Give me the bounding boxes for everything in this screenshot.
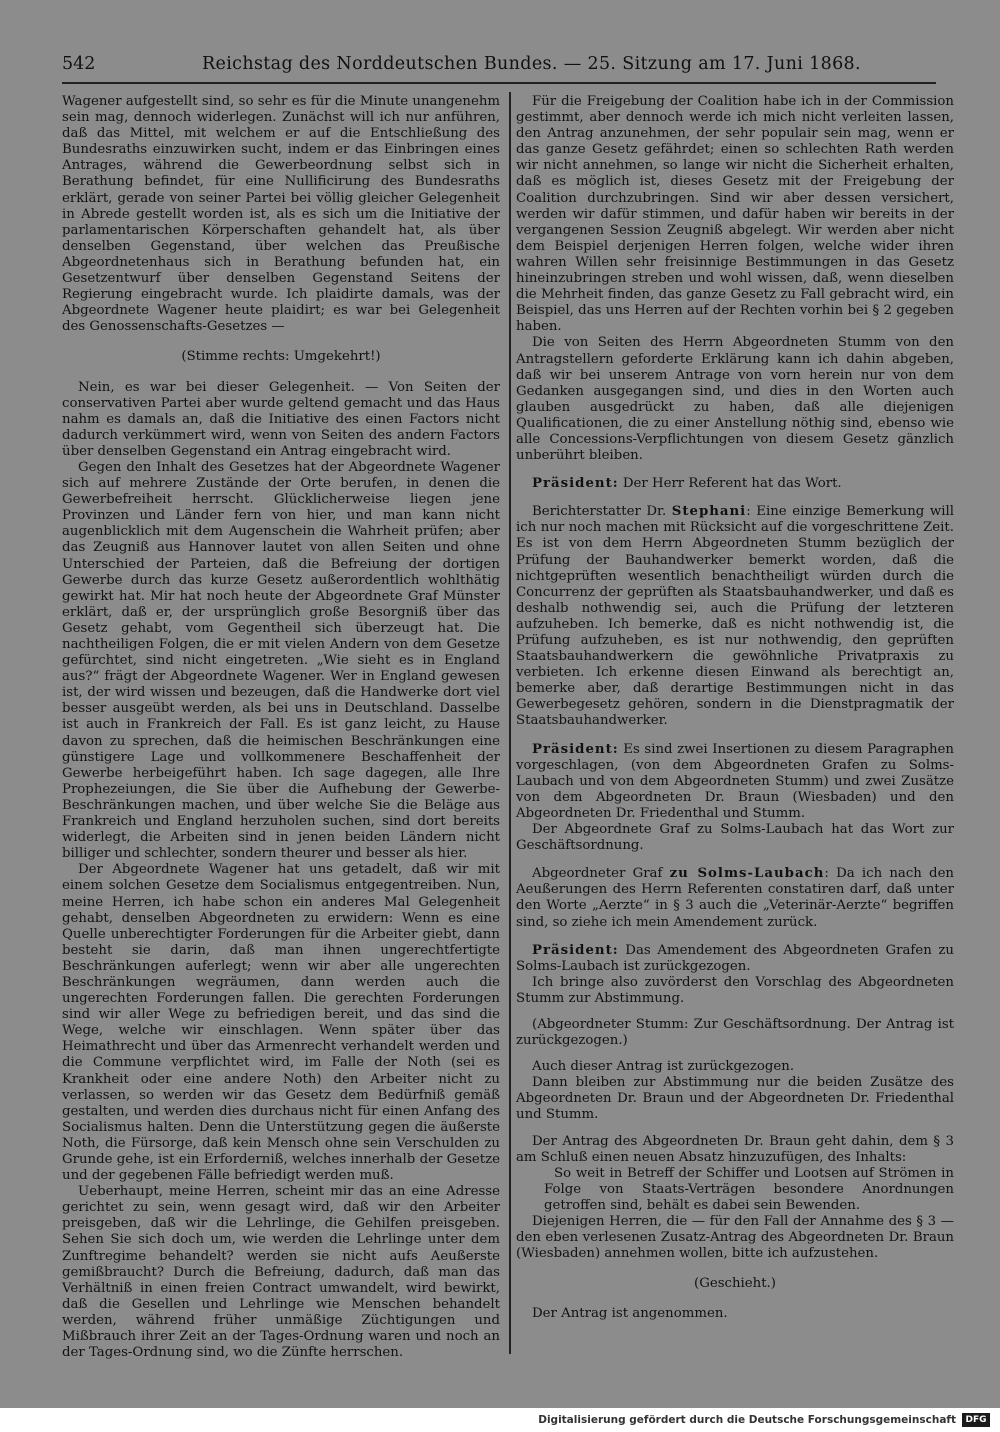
speech-rapporteur xyxy=(516,504,954,729)
left-column xyxy=(62,94,500,1361)
speech-text: Der Herr Referent hat das Wort. xyxy=(618,476,842,492)
speech-text: : Eine einzige Bemerkung will ich nur noch machen mit Rücksicht auf die vorgeschrittene Zeit. Es ist von dem Herrn Abgeordneten Stumm bezüglich der Prüfung der Bauhandwerker bemerkt worden, daß die nichtgeprüften wesentlich benachtheiligt würden durch die Concurrenz der geprüften als Staatsbauhandwerker, und daß es deshalb nothwendig sei, auch die Prüfung der letzteren aufzuheben. Ich bemerke, daß es nicht nothwendig ist, die Prüfung aufzuheben, es ist nur nothwendig, den geprüften Staatsbauhandwerkern die gewöhnliche Privatpraxis zu verbieten. Ich erkenne diesen Einwand als berechtigt an, bemerke aber, daß derartige Bestimmungen nicht in das Gewerbegesetz gehören, sondern in die Dienstpragmatik der Staatsbauhandwerker. xyxy=(516,504,954,729)
paragraph: Auch dieser Antrag ist zurückgezogen. xyxy=(532,1059,795,1075)
right-column xyxy=(516,94,954,1322)
speech-president xyxy=(516,943,954,975)
paragraph: Ich bringe also zuvörderst den Vorschlag des Abgeordneten Stumm zur Abstimmung. xyxy=(516,974,954,1006)
interjection: (Stimme rechts: Umgekehrt!) xyxy=(181,349,381,365)
paragraph: Der Antrag des Abgeordneten Dr. Braun geht dahin, dem § 3 am Schluß einen neuen Absatz hinzuzufügen, des Inhalts: xyxy=(516,1133,954,1165)
speaker-role: Abgeordneter Graf xyxy=(532,866,670,882)
paragraph: Ueberhaupt, meine Herren, scheint mir das an eine Adresse gerichtet zu sein, wenn gesagt wird, daß wir den Arbeiter preisgeben, daß wir die Lehrlinge, die Gehilfen preisgeben. Sehen Sie sich doch um, wie werden die Lehrlinge unter dem Zunftregime behandelt? werden sie nicht aufs Aeußerste gemißbraucht? Durch die Befreiung, dadurch, daß man das Verhältniß in einen freien Contract umwandelt, wird bewirkt, daß die Gesellen und Lehrlinge wie Menschen behandelt werden, während früher unmäßige Züchtigungen und Mißbrauch ihrer Zeit an der Tages-Ordnung waren und noch an der Tages-Ordnung sind, wo die Zünfte herrschen. xyxy=(62,1184,500,1361)
funding-credit: Digitalisierung gefördert durch die Deutsche Forschungsgemeinschaft xyxy=(538,1414,956,1426)
paragraph: Wagener aufgestellt sind, so sehr es für die Minute unangenehm sein mag, dennoch widerlegen. Zunächst will ich nur anführen, daß das Mittel, mit welchem er auf die Entschließung des Bundesraths einzuwirken sucht, indem er das Einbringen eines Antrages, während die Gewerbeordnung selbst sich in Berathung befindet, für eine Nullificirung des Bundesraths erklärt, gerade von seiner Partei bei völlig gleicher Gelegenheit in Abrede gestellt worden ist, als es sich um die Initiative der parlamentarischen Körperschaften gehandelt hat, als über denselben Gegenstand, über welchen das Preußische Abgeordnetenhaus sich in Berathung befunden hat, ein Gesetzentwurf über denselben Gegenstand Seitens der Regierung eingebracht wurde. Ich plaidirte damals, was der Abgeordnete Wagener heute plaidirt; es war bei Gelegenheit des Genossenschafts-Gesetzes — xyxy=(62,94,500,335)
interjection: (Geschieht.) xyxy=(694,1276,776,1292)
running-title: Reichstag des Norddeutschen Bundes. — 25. Sitzung am 17. Juni 1868. xyxy=(202,54,861,74)
speaker-name: Präsident: xyxy=(532,741,619,757)
header-rule xyxy=(62,82,936,84)
paragraph: Die von Seiten des Herrn Abgeordneten Stumm von den Antragstellern geforderte Erklärung kann ich dahin abgeben, daß wir bei unserem Antrage von vorn herein nur von dem Gedanken ausgegangen sind, und dies in den Worten auch glauben ausgedrückt zu haben, daß alle diejenigen Qualificationen, die zu einer Anstellung nöthig sind, ebenso wie alle Concessions-Verpflichtungen von diesem Gesetz gänzlich unberührt bleiben. xyxy=(516,335,954,464)
speech-text: Das Amendement des Abgeordneten Grafen zu Solms-Laubach ist zurückgezogen. xyxy=(516,942,954,974)
paragraph: Gegen den Inhalt des Gesetzes hat der Abgeordnete Wagener sich auf mehrere Zustände der Orte berufen, in denen die Gewerbefreiheit herrscht. Glücklicherweise liegen jene Provinzen und Länder fern von hier, und man kann nicht augenblicklich mit dem Augenschein die Wahrheit prüfen; aber das Zeugniß aus Hannover lautet von allen Seiten und ohne Unterschied der Parteien, daß die Befreiung der dortigen Gewerbe durch das kurze Gesetz außerordentlich wohlthätig gewirkt hat. Mir hat noch heute der Abgeordnete Graf Münster erklärt, daß er, der ursprünglich große Besorgniß über das Gesetz gehabt, vom Gegentheil sich überzeugt hat. Die nachtheiligen Folgen, die er mit vielen Andern von dem Gesetze gefürchtet, sind nicht eingetreten. „Wie sieht es in England aus?“ frägt der Abgeordnete Wagener. Wer in England gewesen ist, der wird wissen und bezeugen, daß die Handwerke dort viel besser ausgeübt werden, als bei uns in Deutschland. Dasselbe ist auch in Frankreich der Fall. Es ist ganz leicht, zu Hause davon zu sprechen, daß die heimischen Beschränkungen eine günstigere Lage und vollkommenere Beschaffenheit der Gewerbe herbeigeführt haben. Ich sage dagegen, alle Ihre Prophezeiungen, die Sie über die Aufhebung der Gewerbe-Beschränkungen machen, und über welche Sie die Beläge aus Frankreich und England herzuholen suchen, sind dort bereits widerlegt, die Arbeiten sind in jenen beiden Ländern nicht billiger und schlechter, sondern theurer und besser als hier. xyxy=(62,459,500,862)
speaker-role: Berichterstatter Dr. xyxy=(532,504,672,520)
paragraph: Für die Freigebung der Coalition habe ich in der Commission gestimmt, aber dennoch werde ich mich nicht verleiten lassen, den Antrag anzunehmen, der sehr populair sein mag, wenn er das ganze Gesetz gefährdet; einen so schlechten Rath werden wir nicht annehmen, so lange wir nicht die Sicherheit erhalten, daß es möglich ist, dieses Gesetz mit der Freigebung der Coalition durchzubringen. Sind wir aber dessen versichert, werden wir dafür stimmen, und dafür haben wir bereits in der vergangenen Session Zeugniß abgelegt. Wir werden aber nicht dem Beispiel derjenigen Herren folgen, welche wider ihren wahren Willen sehr freisinnige Bestimmungen in das Gesetz hineinzubringen streben und wohl wissen, daß, wenn dieselben die Mehrheit finden, das ganze Gesetz zu Fall gebracht wird, ein Beispiel, das uns Herren auf der Rechten vorhin bei § 2 gegeben haben. xyxy=(516,94,954,335)
speech-solms-laubach xyxy=(516,866,954,930)
speaker-name: Präsident: xyxy=(532,942,619,958)
paragraph: Der Abgeordnete Wagener hat uns getadelt, daß wir mit einem solchen Gesetze dem Socialismus entgegentreiben. Nun, meine Herren, ich habe schon ein anderes Mal Gelegenheit gehabt, denselben Abgeordneten zu erwidern: Wenn es eine Quelle unberechtigter Forderungen für die Arbeiter giebt, dann besteht sie darin, daß man ihnen ungerechtfertigte Beschränkungen auferlegt; wenn wir aber alle ungerechten Beschränkungen wegräumen, dann werden auch die ungerechten Forderungen fallen. Die gerechten Forderungen sind wir aller Wege zu befriedigen bereit, und das sind die Wege, welche wir einschlagen. Wenn später über das Heimathrecht und über das Armenrecht verhandelt werden und die Commune verpflichtet wird, im Falle der Noth (sei es Krankheit oder eine andere Noth) den Arbeiter nicht zu verlassen, so werden wir das Gesetz dem Bedürfniß gemäß gestalten, und werden dies durchaus nicht für einen Anfang des Socialismus halten. Denn die Unterstützung gegen die äußerste Noth, die Fürsorge, daß kein Mensch ohne sein Verschulden zu Grunde gehe, ist ein Erforderniß, welches innerhalb der Gesetze und der gegebenen Fälle befriedigt werden muß. xyxy=(62,862,500,1184)
speaker-name: zu Solms-Laubach xyxy=(669,866,825,882)
page-number: 542 xyxy=(62,54,96,74)
paragraph: Der Abgeordnete Graf zu Solms-Laubach hat das Wort zur Geschäftsordnung. xyxy=(516,822,954,854)
footer-bar xyxy=(0,1408,1000,1432)
speech-president xyxy=(516,742,954,822)
paragraph: Nein, es war bei dieser Gelegenheit. — Von Seiten der conservativen Partei aber wurde geltend gemacht und das Haus nahm es damals an, daß die Initiative des einen Factors nicht dadurch verkümmert wird, wenn von Seiten des andern Factors über denselben Gegenstand ein Antrag eingebracht wird. xyxy=(62,379,500,459)
page-header xyxy=(62,50,942,80)
quoted-amendment: So weit in Betreff der Schiffer und Lootsen auf Strömen in Folge von Staats-Verträgen besondere Anordnungen getroffen sind, behält es dabei sein Bewenden. xyxy=(544,1165,954,1213)
speaker-name: Präsident: xyxy=(532,476,619,492)
interjection: (Abgeordneter Stumm: Zur Geschäftsordnung. Der Antrag ist zurückgezogen.) xyxy=(516,1016,954,1049)
speaker-name: Stephani xyxy=(671,504,747,520)
speech-text: : Da ich nach den Aeußerungen des Herrn Referenten constatiren darf, daß unter den Worte „Aerzte“ in § 3 auch die „Veterinär-Aerzte“ begriffen sind, so ziehe ich mein Amendement zurück. xyxy=(516,866,954,930)
paragraph: Diejenigen Herren, die — für den Fall der Annahme des § 3 — den eben verlesenen Zusatz-Antrag des Abgeordneten Dr. Braun (Wiesbaden) annehmen wollen, bitte ich aufzustehen. xyxy=(516,1214,954,1262)
speech-president xyxy=(516,476,954,492)
paragraph: Dann bleiben zur Abstimmung nur die beiden Zusätze des Abgeordneten Dr. Braun und der Abgeordneten Dr. Friedenthal und Stumm. xyxy=(516,1075,954,1123)
speech-text: Es sind zwei Insertionen zu diesem Paragraphen vorgeschlagen, (von dem Abgeordneten Grafen zu Solms-Laubach und von dem Abgeordneten Stumm) und zwei Zusätze von dem Abgeordneten Dr. Braun (Wiesbaden) und den Abgeordneten Dr. Friedenthal und Stumm. xyxy=(516,741,954,821)
column-divider xyxy=(509,92,511,1354)
dfg-logo: DFG xyxy=(962,1413,990,1427)
paragraph: Der Antrag ist angenommen. xyxy=(532,1306,728,1322)
